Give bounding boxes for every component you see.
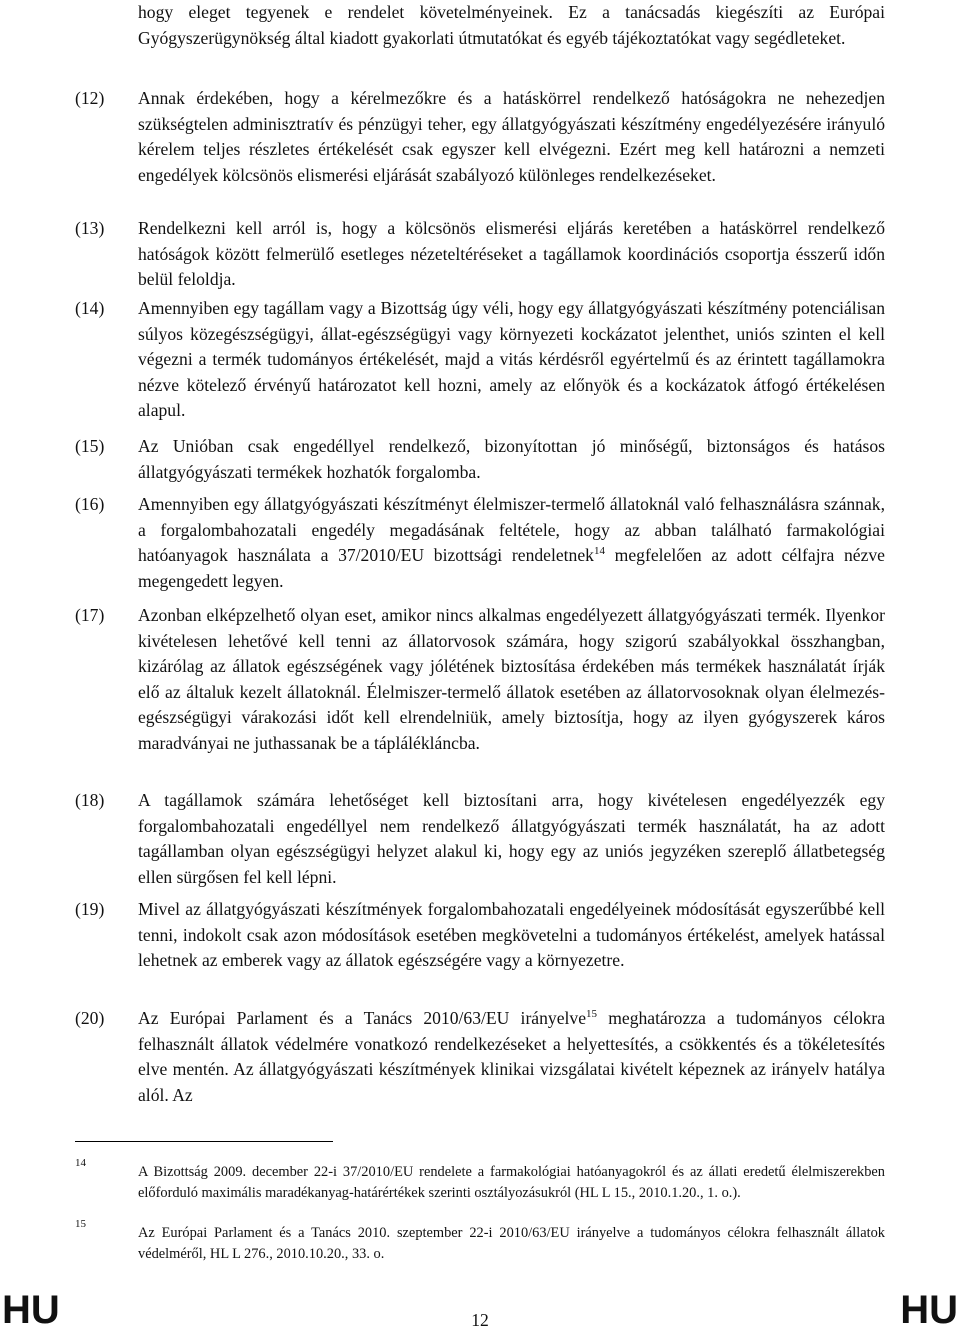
- footnote-number: 14: [75, 1157, 86, 1169]
- footnote-text: Az Európai Parlament és a Tanács 2010. szeptember 22-i 2010/63/EU irányelve a tudományos célokra felhasznált állatok védelméről, HL L 276., 2010.10.20., 33. o.: [138, 1225, 885, 1262]
- recital-text: Amennyiben egy tagállam vagy a Bizottság úgy véli, hogy egy állatgyógyászati készítmény potenciálisan súlyos közegészségügyi, állat-egészségügyi vagy környezeti kockázatot jelenthet, uniós szinten el kell végezni a termék tudományos értékelését, majd a vitás kérdésről egyértelmű és az érintett tagállamokra nézve kötelező érvényű határozatot kell hozni, amely az előnyök és a kockázatok átfogó értékelésen alapul.: [138, 298, 885, 421]
- recital-number: (18): [75, 790, 105, 810]
- footnote-14: [75, 1157, 885, 1203]
- recital-text-part: Az Európai Parlament és a Tanács 2010/63/EU irányelve: [138, 1008, 587, 1028]
- recital-number: (17): [75, 605, 105, 625]
- recital-17: [75, 603, 885, 757]
- recital-text: Azonban elképzelhető olyan eset, amikor nincs alkalmas engedélyezett állatgyógyászati termék. Ilyenkor kivételesen lehetővé kell tenni az állatorvosok számára, hogy szigorú szabályokkal összhangban, kizárólag az állatok egészségének vagy jólétének biztosítása érdekében más termékek használatát írják elő az általuk kezelt állatoknál. Élelmiszer-termelő állatok esetében az állatorvosoknak olyan élelmezés-egészségügyi várakozási időt kell elrendelniük, amely biztosítja, hogy az ilyen gyógyszerek káros maradványai ne juthassanak be a táplálékláncba.: [138, 605, 885, 753]
- footnote-text: A Bizottság 2009. december 22-i 37/2010/EU rendelete a farmakológiai hatóanyagokról és az állati eredetű élelmiszerekben előforduló maximális maradékanyag-határértékek szerinti osztályozásukról (HL L 15., 2010.1.20., 1. o.).: [138, 1164, 885, 1201]
- recital-18: [75, 788, 885, 890]
- footnote-15: [75, 1218, 885, 1264]
- recital-text: Annak érdekében, hogy a kérelmezőkre és a hatáskörrel rendelkező hatóságokra ne nehezedjen szükségtelen adminisztratív és pénzügyi teher, egy állatgyógyászati készítmény engedélyezésére irányuló kérelem teljes részletes értékelését csak egyszer kell elvégezni. Ezért meg kell határozni a nemzeti engedélyek kölcsönös elismerési eljárását szabályozó különleges rendelkezéseket.: [138, 88, 885, 185]
- recital-number: (14): [75, 298, 105, 318]
- recital-text: [138, 492, 885, 594]
- recital-19: [75, 897, 885, 974]
- recital-text: Mivel az állatgyógyászati készítmények forgalombahozatali engedélyeinek módosítását egyszerűbbé kell tenni, indokolt csak azon módosítások esetében megkövetelni a tudományos értékelést, amelyek hatással lehetnek az emberek vagy az állatok egészségére vagy a környezetre.: [138, 899, 885, 971]
- recital-15: [75, 434, 885, 485]
- recital-number: (15): [75, 436, 105, 456]
- recital-text-part: megfelelően az adott célfajra nézve megengedett legyen.: [138, 545, 885, 591]
- recital-text: [138, 1006, 885, 1108]
- recital-number: (13): [75, 218, 105, 238]
- recital-20: [75, 1006, 885, 1108]
- recital-number: (19): [75, 899, 105, 919]
- recital-text-part: Amennyiben egy állatgyógyászati készítményt élelmiszer-termelő állatoknál való felhasználásra szánnak, a forgalombahozatali engedély megadásának feltétele, hogy az abban található farmakológiai hatóanyagok használata a 37/2010/EU bizottsági rendeletnek: [138, 494, 885, 566]
- footer-language-left: HU: [2, 1288, 60, 1332]
- recital-number: (16): [75, 494, 105, 514]
- footnote-separator: [75, 1141, 333, 1142]
- recital-text: A tagállamok számára lehetőséget kell biztosítani arra, hogy kivételesen engedélyezzék egy forgalombahozatali engedéllyel nem rendelkező állatgyógyászati termék használatát, ha az adott tagállamban olyan egészségügyi helyzet alakul ki, hogy egy az uniós jegyzéken szereplő állatbetegség ellen sürgősen fel kell lépni.: [138, 790, 885, 887]
- recital-text-part: meghatározza a tudományos célokra felhasznált állatok védelmére vonatkozó rendelkezéseket a helyettesítés, a csökkentés és a tökéletesítés elve mentén. Az állatgyógyászati készítmények klinikai vizsgálatai kivételt képeznek az irányelv hatálya alól. Az: [138, 1008, 886, 1105]
- continuation-text: hogy eleget tegyenek e rendelet követelményeinek. Ez a tanácsadás kiegészíti az Európai Gyógyszerügynökség által kiadott gyakorlati útmutatókat és egyéb tájékoztatókat vagy segédleteket.: [138, 2, 885, 48]
- page-number: 12: [471, 1310, 489, 1330]
- footnote-reference[interactable]: 14: [593, 545, 605, 558]
- recital-number: (12): [75, 88, 105, 108]
- recital-12: [75, 86, 885, 188]
- footnote-reference[interactable]: 15: [586, 1008, 598, 1020]
- recital-16: [75, 492, 885, 594]
- recital-number: (20): [75, 1008, 105, 1028]
- recital-14: [75, 296, 885, 424]
- recital-13: [75, 216, 885, 293]
- footer-language-right: HU: [900, 1288, 958, 1332]
- recital-text: Az Unióban csak engedéllyel rendelkező, bizonyítottan jó minőségű, biztonságos és hatásos állatgyógyászati termékek hozhatók forgalomba.: [138, 436, 885, 482]
- footnote-number: 15: [75, 1218, 86, 1230]
- recital-text: Rendelkezni kell arról is, hogy a kölcsönös elismerési eljárás keretében a hatáskörrel rendelkező hatóságok között felmerülő esetleges nézeteltéréseket a tagállamok koordinációs csoportja ésszerű időn belül feloldja.: [138, 218, 885, 290]
